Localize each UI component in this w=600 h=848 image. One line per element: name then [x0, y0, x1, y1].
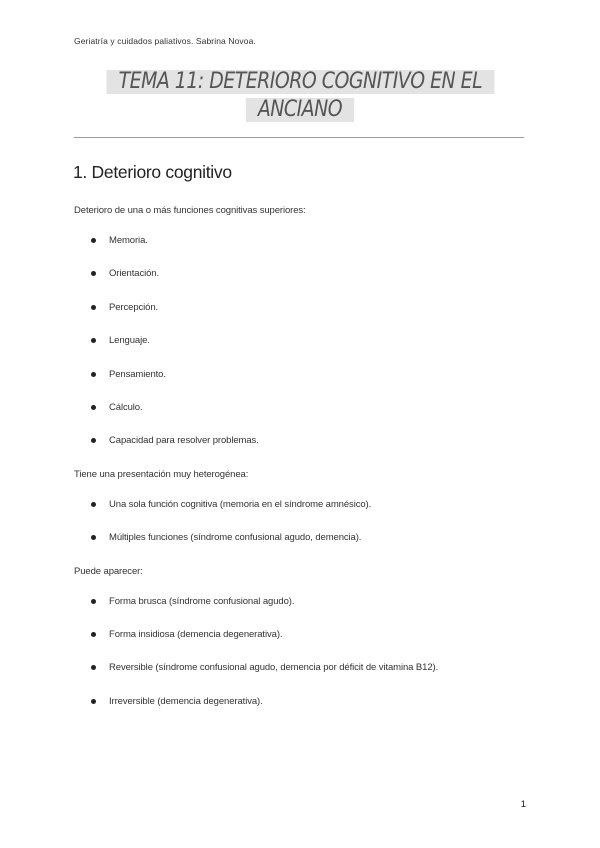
list-item-text: Reversible (síndrome confusional agudo, demencia por déficit de vitamina B12). — [109, 662, 439, 674]
list-item — [74, 493, 534, 526]
list-item — [74, 262, 534, 295]
bullet-icon — [91, 238, 96, 243]
bullet-icon — [91, 405, 96, 410]
list-item — [74, 656, 534, 689]
bullet-icon — [91, 502, 96, 507]
list-item-text: Múltiples funciones (síndrome confusional agudo, demencia). — [109, 532, 362, 544]
bullet-list-onset — [74, 590, 534, 724]
bullet-icon — [91, 271, 96, 276]
list-item-text: Capacidad para resolver problemas. — [109, 435, 259, 447]
bullet-icon — [91, 699, 96, 704]
bullet-icon — [91, 535, 96, 540]
list-item — [74, 526, 534, 559]
list-item-text: Lenguaje. — [109, 335, 150, 347]
page-number: 1 — [520, 799, 526, 810]
bullet-icon — [91, 438, 96, 443]
intro-paragraph-1: Deterioro de una o más funciones cognitivas superiores: — [74, 205, 306, 216]
list-item-text: Forma brusca (síndrome confusional agudo). — [109, 595, 295, 607]
intro-paragraph-2: Tiene una presentación muy heterogénea: — [74, 468, 249, 480]
list-item — [74, 623, 534, 656]
list-item — [74, 590, 534, 623]
bullet-list-functions — [74, 229, 534, 463]
title-line-2: ANCIANO — [246, 98, 354, 122]
list-item — [74, 690, 534, 723]
list-item-text: Percepción. — [109, 301, 159, 313]
list-item-text: Pensamiento. — [109, 368, 166, 380]
list-item-text: Una sola función cognitiva (memoria en el síndrome amnésico). — [109, 498, 372, 510]
list-item — [74, 396, 534, 429]
bullet-icon — [91, 599, 96, 604]
page-header: Geriatría y cuidados paliativos. Sabrina Novoa. — [74, 36, 256, 46]
list-item — [74, 229, 534, 262]
bullet-icon — [91, 372, 96, 377]
title-line-1: TEMA 11: DETERIORO COGNITIVO EN EL — [106, 70, 494, 94]
bullet-icon — [91, 338, 96, 343]
bullet-icon — [91, 305, 96, 310]
document-title — [0, 70, 600, 122]
section-heading: 1. Deterioro cognitivo — [73, 162, 232, 182]
list-item-text: Forma insidiosa (demencia degenerativa). — [109, 628, 283, 640]
list-item-text: Cálculo. — [109, 401, 143, 413]
list-item-text: Memoria. — [109, 235, 148, 246]
bullet-list-presentation — [74, 493, 534, 560]
document-body — [74, 199, 534, 723]
list-item — [74, 296, 534, 329]
list-item-text: Orientación. — [109, 268, 160, 280]
bullet-icon — [91, 632, 96, 637]
title-divider — [74, 137, 524, 138]
list-item — [74, 429, 534, 462]
bullet-icon — [91, 665, 96, 670]
intro-paragraph-3: Puede aparecer: — [74, 565, 143, 577]
list-item-text: Irreversible (demencia degenerativa). — [109, 695, 263, 707]
list-item — [74, 363, 534, 396]
list-item — [74, 329, 534, 362]
